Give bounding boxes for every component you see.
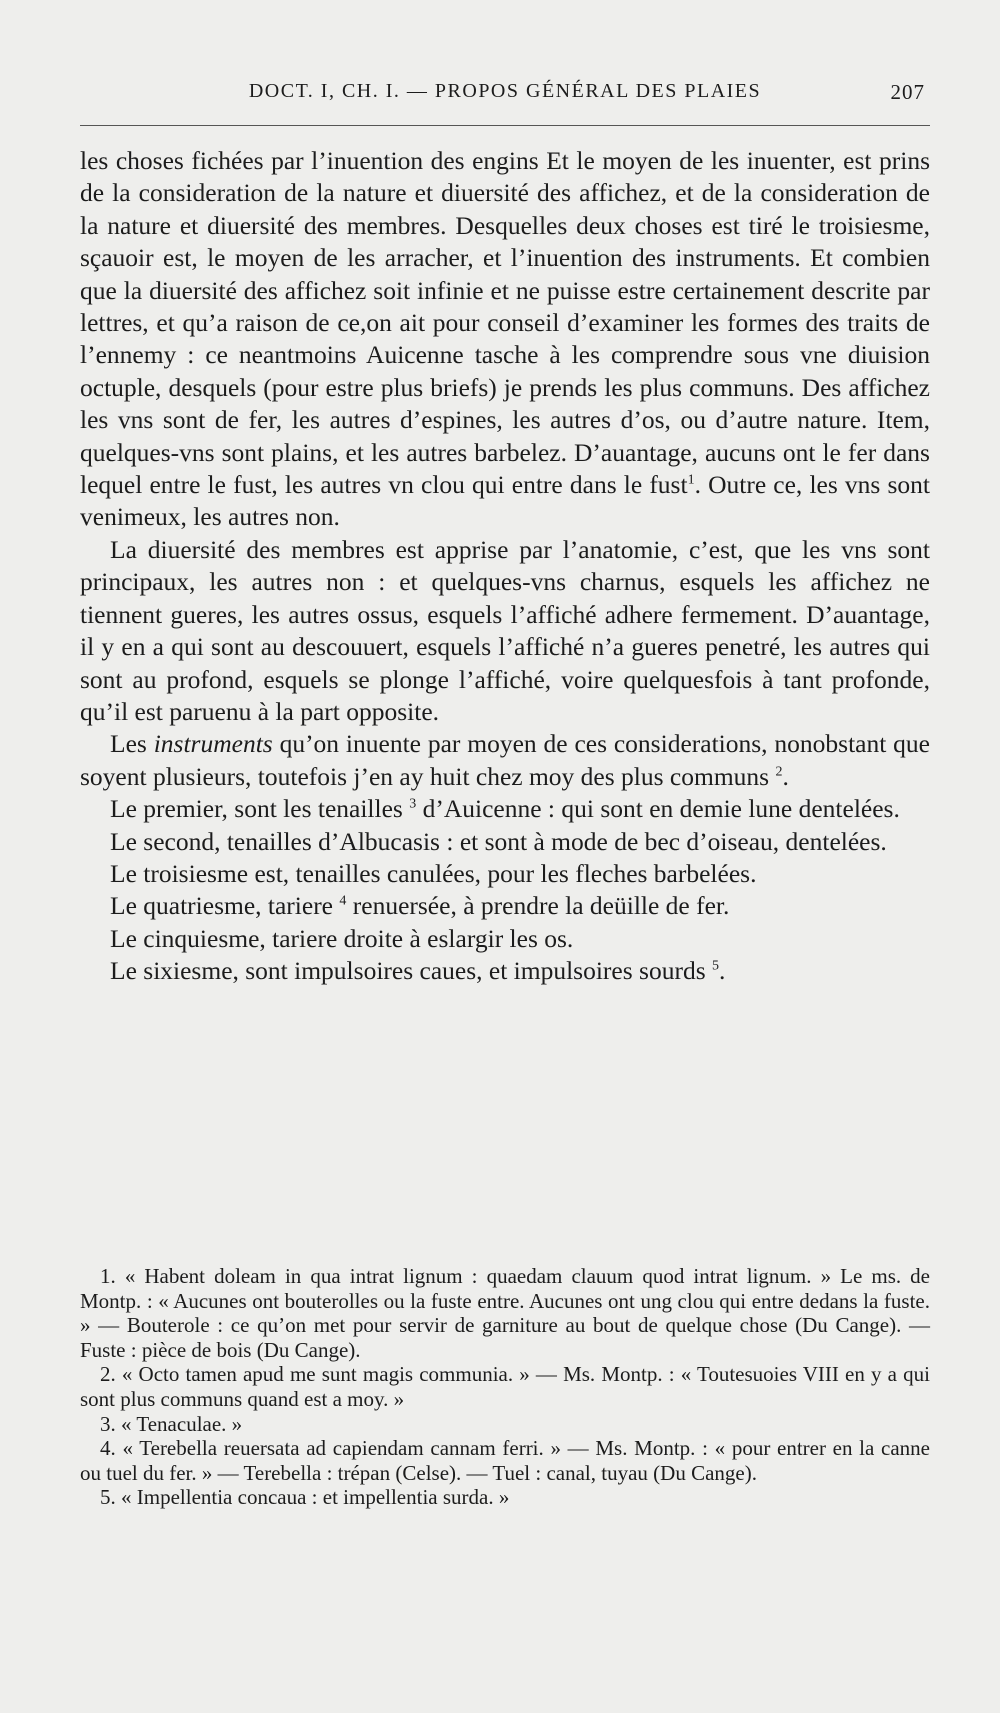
- paragraph-6: Le troisiesme est, tenailles canulées, pour les fleches barbelées.: [110, 858, 757, 888]
- paragraph-2: La diuersité des membres est apprise par l’anatomie, c’est, que les vns sont principaux, les autres non : et quelques-vns charnus, esquels les affichez ne tiennent gueres, les autres ossus, esquels l’affiché adhere fermement. D’auantage, il y en a qui sont au descouuert, esquels l’affiché n’a gueres penetré, les autres qui sont au profond, esquels se plonge l’affiché, voire quelquesfois à tant profonde, qu’il est paruenu à la part opposite.: [80, 534, 930, 726]
- paragraph-4-end: d’Auicenne : qui sont en demie lune dentelées.: [416, 794, 900, 824]
- paragraph-9: [80, 955, 930, 987]
- paragraph-1: [80, 145, 930, 534]
- footnote-ref-4: 4: [339, 893, 347, 909]
- paragraph-8: Le cinquiesme, tariere droite à eslargir les os.: [110, 923, 574, 953]
- paragraph-1-text: les choses fichées par l’inuention des engins Et le moyen de les inuenter, est prins de la consideration de la nature et diuersité des affichez, et de la consideration de la nature et diuersité des membres. Desquelles deux choses est tiré le troisiesme, sçauoir est, le moyen de les arracher, et l’inuention des instruments. Et combien que la diuersité des affichez soit infinie et ne puisse estre certainement descrite par lettres, et qu’a raison de ce,on ait pour conseil d’examiner les formes des traits de l’ennemy : ce neantmoins Auicenne tasche à les comprendre sous vne diuision octuple, desquels (pour estre plus briefs) je prends les plus communs. Des affichez les vns sont de fer, les autres d’espines, les autres d’os, ou d’autre nature. Item, quelques-vns sont plains, et les autres barbelez. D’auantage, aucuns ont le fer dans lequel entre le fust, les autres vn clou qui entre dans le fust: [80, 146, 930, 500]
- paragraph-7-start: Le quatriesme, tariere: [110, 891, 334, 921]
- footnotes: [80, 1264, 930, 1510]
- footnote-3: 3. « Tenaculae. »: [100, 1411, 243, 1436]
- paragraph-4: [80, 793, 930, 825]
- running-head: [80, 80, 930, 110]
- page-number: 207: [890, 80, 925, 104]
- paragraph-4-start: Le premier, sont les tenailles: [110, 794, 403, 824]
- footnote-5: 5. « Impellentia concaua : et impellentia surda. »: [100, 1485, 510, 1510]
- footnote-2: 2. « Octo tamen apud me sunt magis communia. » — Ms. Montp. : « Toutesuoies VIII en y a qui sont plus communs quand est a moy. »: [80, 1362, 930, 1411]
- paragraph-9-start: Le sixiesme, sont impulsoires caues, et impulsoires sourds: [110, 956, 706, 986]
- paragraph-3: [80, 728, 930, 793]
- footnote-1: 1. « Habent doleam in qua intrat lignum : quaedam clauum quod intrat lignum. » Le ms. de Montp. : « Aucunes ont bouterolles ou la fuste entre. Aucunes ont ung clou qui entre dedans la fuste. » — Bouterole : ce qu’on met pour servir de garniture au bout de quelque chose (Du Cange). — Fuste : pièce de bois (Du Cange).: [80, 1264, 930, 1362]
- running-title: DOCT. I, CH. I. — PROPOS GÉNÉRAL DES PLAIES: [248, 80, 762, 102]
- paragraph-3-end: .: [782, 761, 789, 791]
- paragraph-7: [80, 890, 930, 922]
- footnote-ref-5: 5: [712, 958, 720, 974]
- paragraph-3-start: Les: [110, 729, 154, 759]
- paragraph-9-end: .: [719, 956, 726, 986]
- footnote-ref-1: 1: [687, 472, 695, 488]
- paragraph-1-end: . Outre ce, les vns sont venimeux, les autres non.: [80, 470, 930, 532]
- paragraph-3-rest: qu’on inuente par moyen de ces considerations, nonobstant que soyent plusieurs, toutefois j’en ay huit chez moy des plus communs: [80, 729, 930, 791]
- instruments-italic: instruments: [153, 729, 273, 759]
- main-text: [80, 145, 930, 988]
- paragraph-7-end: renuersée, à prendre la deüille de fer.: [346, 891, 730, 921]
- footnote-4: 4. « Terebella reuersata ad capiendam cannam ferri. » — Ms. Montp. : « pour entrer en la canne ou tuel du fer. » — Terebella : trépan (Celse). — Tuel : canal, tuyau (Du Cange).: [80, 1436, 930, 1485]
- header-rule: [80, 125, 930, 126]
- footnote-ref-3: 3: [409, 796, 417, 812]
- footnote-ref-2: 2: [775, 764, 783, 780]
- paragraph-5: Le second, tenailles d’Albucasis : et sont à mode de bec d’oiseau, dentelées.: [110, 826, 887, 856]
